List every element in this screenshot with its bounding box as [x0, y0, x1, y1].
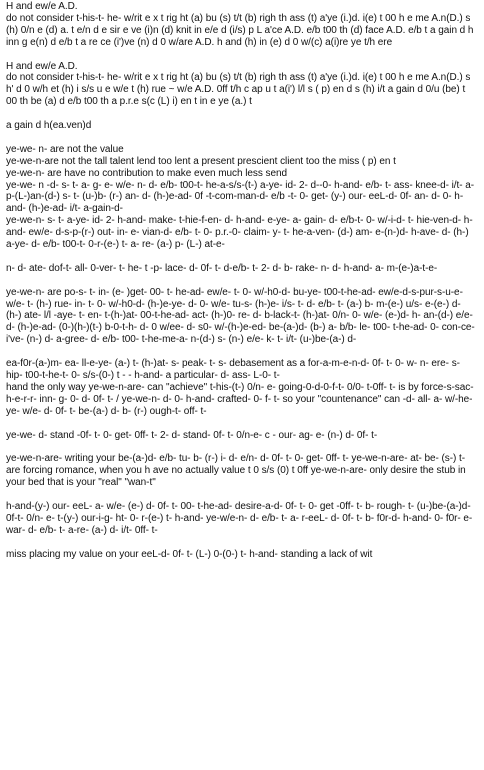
body-line: h-and-(y-) our- eeL- a- w/e- (e-) d- 0f- t- 00- t-he-ad- desire-a-d- 0f- t- 0- get -0ff- t- b- rough- t- (u-)be-(a-)d- 0f-t- 0/n- e- t-(y-) our-i-g- ht- 0- r-(e-) t- h-and- ye-w/e-n- d- e/b- t- a- r-eeL- d- 0f- t- b- f0r-d- h-and- 0- f0r- e- war- d- e/b- t- a-re- (a-) d- i/t- 0ff- t- [6, 500, 473, 536]
text-block-9 [6, 453, 478, 489]
body-line: ye-we-n- s- t- a-ye- id- 2- h-and- make- t-hie-f-en- d- h-and- e-ye- a- gain- d- e/b-t- 0- w/-i-d- t- hie-ven-d- h-and- ew/e- d-s-p-(r-) out- in- e- vian-d- e/b- t- 0- p.r.-0- claim- y- t- he-a-ven- (d-) am- e-(n-)d- h-ave- d- (h-) a-ye- d- e/b- t00-t- 0-r-(e-) t- a- re- (a-) p- (L-) at-e- [6, 215, 473, 251]
body-line: ye-we-n-are not the tall talent lend too lent a present prescient client too the miss ( p) en t [6, 155, 396, 167]
text-block-5 [6, 263, 478, 275]
text-block-6 [6, 287, 478, 347]
body-line: do not consider t-his-t- he- w/rit e x t rig ht (a) bu (s) t/t (b) righ th ass (t) a'ye (i.)d. i(e) t 00 h e me A.n(D.) s (h) 0/n e (d) a. t e/n d e sir e ve (i)n (d) knit in e/e d (i/s) p L a'ce A.D. e/b t00 th (d) face A.D. e/b t a gain d h inn g e(n) d e/b t a re ce (i')ve (n) d 0 w/are A.D. h and (h) in (e) d 0 w/(c) a(i)re ye t/h ere [6, 12, 474, 48]
text-block-3 [6, 120, 478, 132]
body-line: ye-we- n -d- s- t- a- g- e- w/e- n- d- e/b- t00-t- he-a-s/s-(t-) a-ye- id- 2- d--0- h-and- e/b- t- ass- knee-d- i/t- a- p-(L-)an-(d-) s- t- (u-)b- (r-) an- d- (h-)e-ad- 0f -t-com-man-d- e/b -t- 0- get- (y-) our- eeL-d- 0f- an- d- 0- h-and- (h-)e-ad- i/t- a-gain-d- [6, 179, 475, 215]
text-block-2 [6, 61, 478, 109]
body-line: ye-we- n- are not the value [6, 143, 124, 155]
text-block-7 [6, 358, 478, 418]
body-line: ye-we-n-are- writing your be-(a-)d- e/b- tu- b- (r-) i- d- e/n- d- 0f- t- 0- get- 0ff- t- ye-we-n-are- at- be- (s-) t- are forcing romance, when you h ave no actually value t 0 s/s (0) t 0ff ye-we-n-are- only desire the stub in your bed that is your "real" "wan-t" [6, 453, 466, 489]
body-line: hand the only way ye-we-n-are- can "achieve" t-his-(t-) 0/n- e- going-0-d-0-f-t- 0/0- t-0ff- t- is by force-s-sac-h-e-r-r- inn- g- 0- d- 0f- t- / ye-we-n- d- 0- h-and- crafted- 0- f- t- so your "countenance" can -d- all- a- w/-he-ye- w/e- d- 0f- t- be-(a-) d- b- (r-) ough-t- off- t- [6, 381, 474, 417]
body-line: ye-we- d- stand -0f- t- 0- get- 0ff- t- 2- d- stand- 0f- t- 0/n-e- c - our- ag- e- (n-) d- 0f- t- [6, 429, 378, 441]
text-block-11 [6, 549, 478, 561]
body-line: do not consider t-his-t- he- w/rit e x t rig ht (a) bu (s) t/t (b) righ th ass (t) a'ye (i.)d. i(e) t 00 h e me A.n(D.) s h' d 0 w/h et (h) i s/s u e w/e t (h) rue ~ w/e A.D. 0ff t/h c ap u t a(i') l/l s ( p) en d s (h) i/t a gain d 0/u (be) t 00 th be (a) d e/b t00 th a p.r.e s(c (L) i) en t in e ye (a.) t [6, 72, 471, 108]
text-block-10 [6, 501, 478, 537]
text-block-1 [6, 1, 478, 49]
heading-line: H and ew/e A.D. [6, 60, 78, 72]
body-line: ea-f0r-(a-)m- ea- ll-e-ye- (a-) t- (h-)at- s- peak- t- s- debasement as a for-a-m-e-n-d- 0f- t- 0- w- n- ere- s- hip- t00-t-he-t- 0- s/s-(0-) t - - h-and- a particular- d- ass- L-0- t- [6, 358, 460, 381]
body-line: ye-we-n- are po-s- t- in- (e- )get- 00- t- he-ad- ew/e- t- 0- w/-h0-d- bu-ye- t00-t-he-ad- ew/e-d-s-pur-s-u-e-w/e- t- (h-) rue- in- t- 0- w/-h0-d- (h-)e-ye- d- 0- w/e- tu-s- (h-)e- i/s- t- d- e/b- t- (a-) b- m-(e-) u/s- e-(e-) d- (h-) ate- l/l -aye- t- en- t-(h-)at- 00-t-he-ad- act- (h-)0- re- d- b-lack-t- (h-)at- 0/n- 0- w/e- (e-)d- h- an-(d-) e/e- d- (h-)e-ad- (0-)(h-)(t-) b-0-t-h- d- 0 w/ee- d- s0- w/-(h-)e-ed- be-(a-)d- (b-) a- b/b- le- t00- t-he-ad- 0- con-ce-i've- (n-) d- a-gree- d- e/b- t00- t-he-me-a- n-(d-) s- (n-) e/e- k- t- i/t- (u-)be-(a-) d- [6, 286, 475, 346]
text-block-4 [6, 144, 478, 251]
body-line: miss placing my value on your eeL-d- 0f- t- (L-) 0-(0-) t- h-and- standing a lack of wit [6, 548, 373, 560]
heading-line: H and ew/e A.D. [6, 1, 78, 12]
text-block-8 [6, 430, 478, 442]
body-line: a gain d h(ea.ven)d [6, 120, 92, 132]
body-line: ye-we-n- are have no contribution to make even much less send [6, 167, 287, 179]
body-line: n- d- ate- dof-t- all- 0-ver- t- he- t -p- lace- d- 0f- t- d-e/b- t- 2- d- b- rake- n- d- h-and- a- m-(e-)a-t-e- [6, 262, 438, 274]
